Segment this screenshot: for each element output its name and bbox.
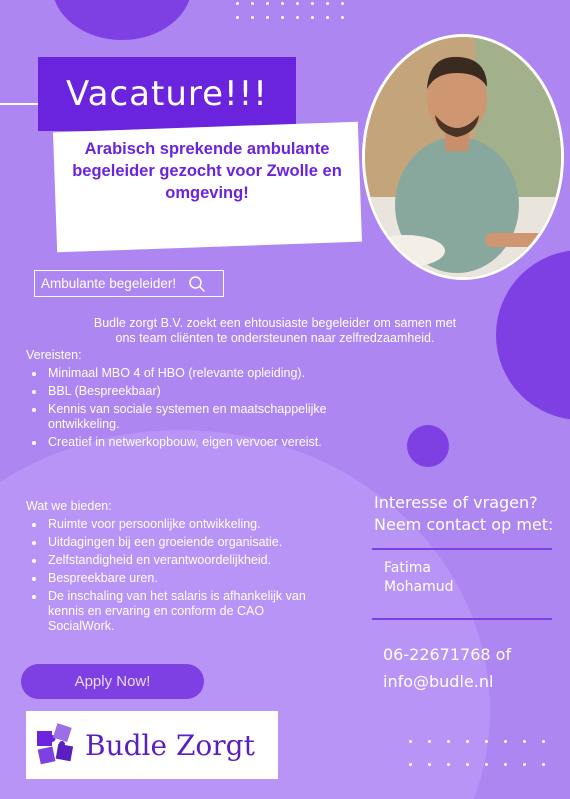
requirements-list: [26, 366, 331, 450]
search-box-label: Ambulante begeleider!: [41, 276, 177, 291]
search-box[interactable]: [34, 270, 224, 297]
intro-text: [60, 316, 490, 346]
contact-email[interactable]: info@budle.nl: [383, 672, 494, 691]
list-item: Creatief in netwerkopbouw, eigen vervoer vereist.: [26, 435, 331, 450]
contact-question-line-2: Neem contact op met:: [374, 515, 554, 534]
list-item: De inschaling van het salaris is afhankelijk van kennis en ervaring en conform de CAO SocialWork.: [26, 589, 331, 634]
offer-list: [26, 517, 331, 634]
logo-text: Budle Zorgt: [85, 728, 255, 762]
contact-details: [383, 641, 511, 695]
decorative-circle-small: [407, 425, 449, 467]
contact-divider-top: [372, 548, 552, 550]
list-item: Uitdagingen bij een groeiende organisatie.: [26, 535, 331, 550]
budle-zorgt-logo: [26, 711, 278, 779]
apply-now-button[interactable]: Apply Now!: [21, 664, 204, 699]
requirements-section: [26, 348, 331, 453]
decorative-circle-top: [52, 0, 192, 40]
poster-subtitle: Arabisch sprekende ambulante begeleider gezocht voor Zwolle en omgeving!: [72, 140, 342, 202]
list-item: Ruimte voor persoonlijke ontwikkeling.: [26, 517, 331, 532]
contact-name: [384, 559, 454, 597]
contact-phone[interactable]: 06-22671768 of: [383, 645, 512, 664]
contact-first-name: Fatima: [384, 560, 431, 576]
intro-line-2: ons team cliënten te ondersteunen naar zelfredzaamheid.: [115, 331, 435, 345]
candidate-photo: [362, 34, 564, 280]
list-item: Bespreekbare uren.: [26, 571, 331, 586]
decorative-dots-top: [236, 2, 344, 19]
search-icon: [188, 275, 206, 293]
list-item: Minimaal MBO 4 of HBO (relevante opleiding).: [26, 366, 331, 381]
contact-question: [374, 492, 553, 536]
contact-divider-bottom: [372, 618, 552, 620]
offer-heading: Wat we bieden:: [26, 499, 112, 513]
contact-last-name: Mohamud: [384, 579, 454, 595]
puzzle-logo-icon: [31, 721, 79, 769]
contact-question-line-1: Interesse of vragen?: [374, 493, 538, 512]
intro-line-1: Budle zorgt B.V. zoekt een ehtousiaste begeleider om samen met: [93, 316, 457, 330]
poster-title: Vacature!!!: [66, 74, 268, 114]
list-item: BBL (Bespreekbaar): [26, 384, 331, 399]
decorative-circle-right: [496, 250, 570, 420]
offer-section: [26, 499, 331, 637]
requirements-heading: Vereisten:: [26, 348, 82, 362]
decorative-dots-bottom: [409, 740, 545, 766]
list-item: Zelfstandigheid en verantwoordelijkheid.: [26, 553, 331, 568]
list-item: Kennis van sociale systemen en maatschappelijke ontwikkeling.: [26, 402, 331, 432]
